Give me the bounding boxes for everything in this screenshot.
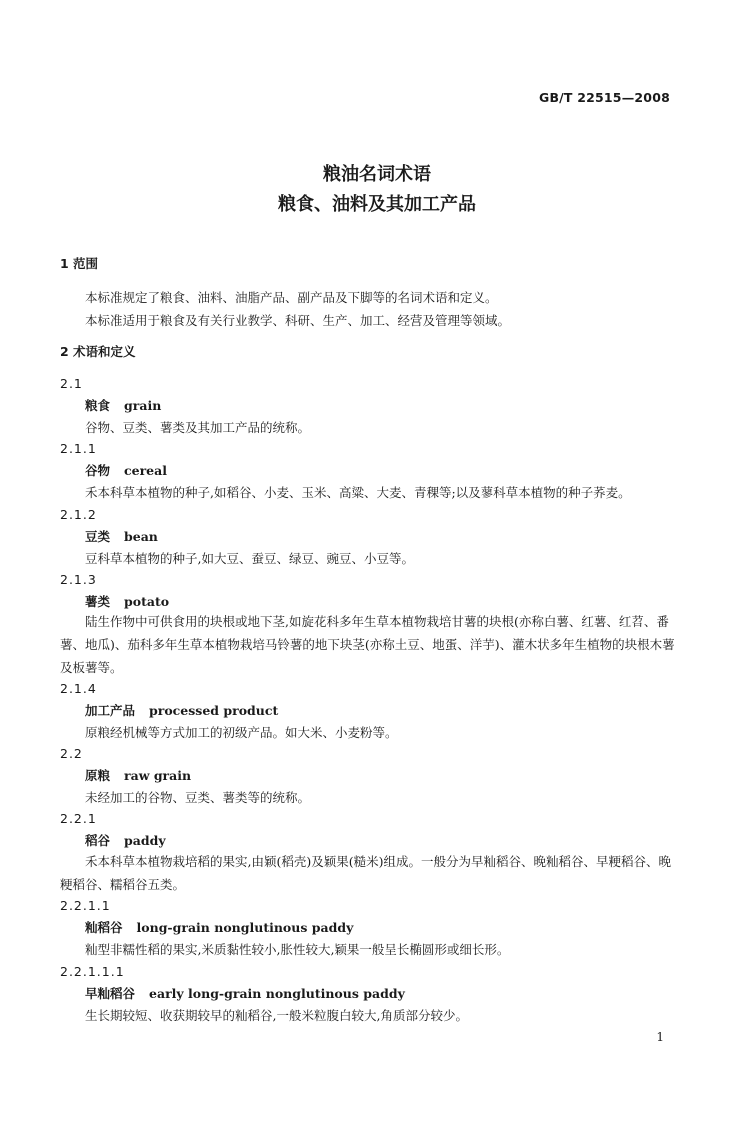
term-english: processed product	[149, 703, 279, 718]
term-number: 2.2.1.1.1	[60, 964, 125, 979]
term-name	[85, 594, 694, 610]
term-definition: 禾本科草本植物栽培稻的果实,由颖(稻壳)及颖果(糙米)组成。一般分为早籼稻谷、晚籼稻谷、早粳稻谷、晚粳稻谷、糯稻谷五类。	[60, 854, 671, 892]
scope-paragraph-1: 本标准规定了粮食、油料、油脂产品、副产品及下脚等的名词术语和定义。	[85, 290, 498, 305]
term-english: cereal	[124, 463, 167, 478]
term-english: bean	[124, 529, 158, 544]
term-name	[85, 529, 694, 545]
term-number: 2.2.1	[60, 811, 97, 826]
term-chinese: 加工产品	[85, 703, 136, 718]
document-title: 粮油名词术语	[323, 164, 431, 185]
term-name	[85, 463, 694, 479]
term-name	[85, 920, 694, 936]
term-chinese: 薯类	[85, 594, 111, 609]
term-english: potato	[124, 594, 170, 609]
term-definition: 谷物、豆类、薯类及其加工产品的统称。	[85, 420, 311, 435]
term-definition: 原粮经机械等方式加工的初级产品。如大米、小麦粉等。	[85, 725, 398, 740]
term-english: paddy	[124, 833, 166, 848]
term-number: 2.2	[60, 746, 83, 761]
term-name	[85, 703, 694, 719]
document-subtitle: 粮食、油料及其加工产品	[278, 194, 476, 215]
term-chinese: 稻谷	[85, 833, 111, 848]
scope-paragraph-2: 本标准适用于粮食及有关行业教学、科研、生产、加工、经营及管理等领域。	[85, 313, 511, 328]
term-name	[85, 833, 694, 849]
section-heading-scope: 1 范围	[60, 256, 99, 271]
term-number: 2.2.1.1	[60, 898, 111, 913]
section-heading-terms: 2 术语和定义	[60, 344, 136, 359]
term-name	[85, 398, 694, 414]
term-english: early long-grain nonglutinous paddy	[149, 986, 405, 1001]
term-number: 2.1.4	[60, 681, 97, 696]
term-definition: 禾本科草本植物的种子,如稻谷、小麦、玉米、高粱、大麦、青稞等;以及蓼科草本植物的种子荞麦。	[85, 485, 631, 500]
page-number: 1	[656, 1030, 664, 1044]
term-number: 2.1.2	[60, 507, 97, 522]
term-number: 2.1	[60, 376, 83, 391]
term-chinese: 早籼稻谷	[85, 986, 136, 1001]
term-english: raw grain	[124, 768, 192, 783]
term-chinese: 籼稻谷	[85, 920, 123, 935]
term-definition: 未经加工的谷物、豆类、薯类等的统称。	[85, 790, 311, 805]
term-definition: 生长期较短、收获期较早的籼稻谷,一般米粒腹白较大,角质部分较少。	[85, 1008, 468, 1023]
term-chinese: 谷物	[85, 463, 111, 478]
term-chinese: 豆类	[85, 529, 111, 544]
term-definition: 陆生作物中可供食用的块根或地下茎,如旋花科多年生草本植物栽培甘薯的块根(亦称白薯、红薯、红苕、番薯、地瓜)、茄科多年生草本植物栽培马铃薯的地下块茎(亦称土豆、地蛋、洋芋)、灌木状多年生植物的块根木薯及板薯等。	[60, 614, 675, 675]
term-english: long-grain nonglutinous paddy	[136, 920, 354, 935]
term-name	[85, 986, 694, 1002]
term-english: grain	[124, 398, 162, 413]
term-definition: 籼型非糯性稻的果实,米质黏性较小,胀性较大,颖果一般呈长椭圆形或细长形。	[85, 942, 510, 957]
term-chinese: 粮食	[85, 398, 111, 413]
term-definition: 豆科草本植物的种子,如大豆、蚕豆、绿豆、豌豆、小豆等。	[85, 551, 414, 566]
term-number: 2.1.3	[60, 572, 97, 587]
term-chinese: 原粮	[85, 768, 111, 783]
term-number: 2.1.1	[60, 441, 97, 456]
standard-code: GB/T 22515—2008	[538, 90, 670, 105]
term-name	[85, 768, 694, 784]
